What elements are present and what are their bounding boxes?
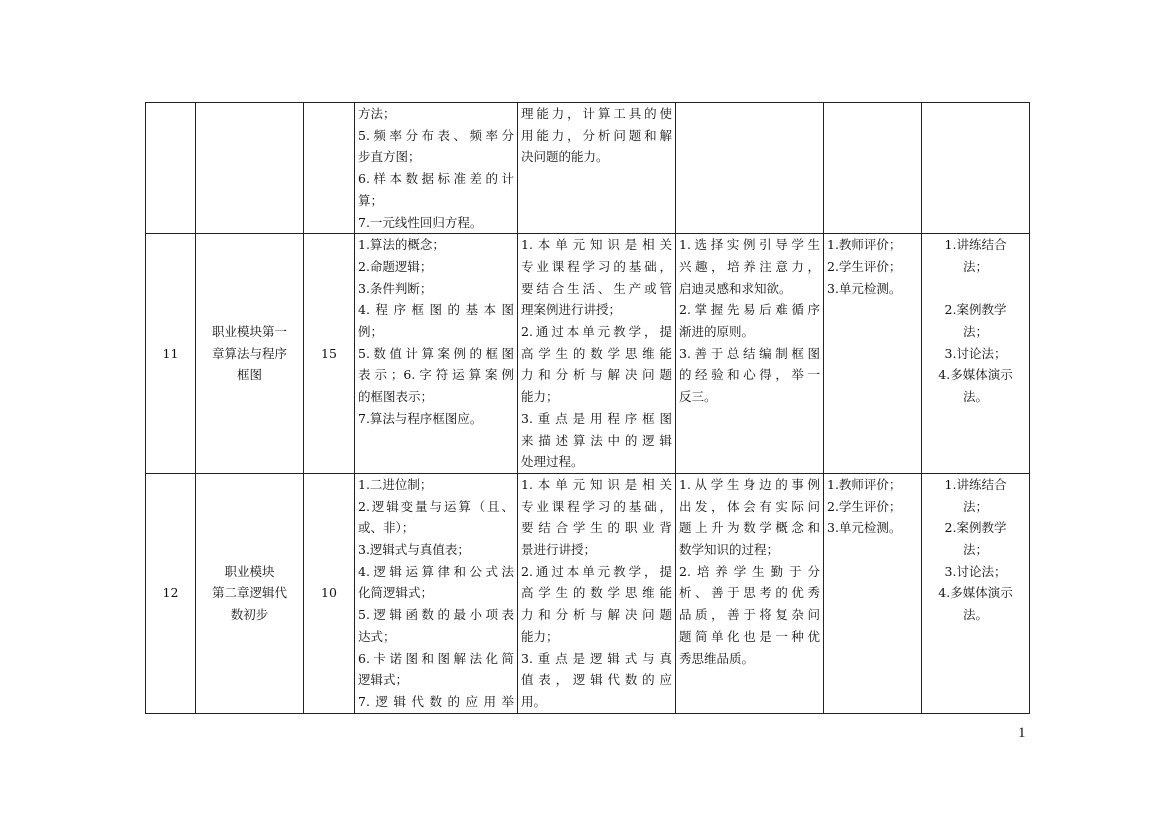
cell-line: 化简逻辑式； <box>358 585 434 601</box>
cell-line: 职业模块 <box>224 563 275 579</box>
cell-line: 第二章逻辑代 <box>211 585 287 601</box>
cell-line: 出发，体会有实际问 <box>679 498 820 514</box>
cell-line: 1.教师评价； <box>827 237 902 253</box>
cell-line: 专业课程学习的基础， <box>521 258 672 274</box>
cell-line: 秀思维品质。 <box>679 650 755 666</box>
cell-line: 4.逻辑运算律和公式法 <box>358 563 514 579</box>
cell-line: 1.本单元知识是相关 <box>521 476 672 492</box>
goals-cell <box>518 103 676 234</box>
cell-line: 数学知识的过程； <box>679 542 780 558</box>
cell-line: 2.案例教学 <box>944 520 1007 536</box>
content-cell <box>355 473 518 713</box>
cell-line: 6.样本数据标准差的计 <box>358 171 514 187</box>
cell-line: 职业模块第一 <box>211 324 287 340</box>
table-row <box>146 473 1030 713</box>
content-cell <box>355 103 518 234</box>
unit-name-cell <box>196 473 304 713</box>
cell-line: 3.重点是用程序框图 <box>521 410 672 426</box>
methods-cell <box>922 103 1030 234</box>
unit-name-cell <box>196 103 304 234</box>
cell-line: 7.算法与程序框图应。 <box>358 410 483 426</box>
cell-line: 法； <box>962 498 988 514</box>
cell-line: 理能力，计算工具的使 <box>521 106 672 121</box>
content-cell <box>355 234 518 474</box>
cell-line: 反三。 <box>679 389 717 405</box>
cell-line: 步直方图； <box>358 149 421 165</box>
cell-line: 7.一元线性回归方程。 <box>358 214 483 230</box>
cell-line: 启迪灵感和求知欲。 <box>679 280 792 296</box>
cell-line: 理案例进行讲授； <box>521 302 622 318</box>
cell-line: 6.卡诺图和图解法化简 <box>358 650 514 666</box>
cell-line: 2.通过本单元教学，提 <box>521 563 672 579</box>
cell-line: 4.多媒体演示 <box>938 585 1013 601</box>
cell-line: 1.从学生身边的事例 <box>679 476 820 492</box>
cell-line: 1.教师评价； <box>827 476 902 492</box>
cell-line: 1.讲练结合 <box>944 237 1007 253</box>
cell-line: 2.学生评价； <box>827 258 902 274</box>
cell-line: 3.讨论法； <box>944 345 1007 361</box>
cell-line: 法； <box>962 542 988 558</box>
page-number: 1 <box>1018 725 1026 741</box>
hours-cell: 15 <box>304 234 355 474</box>
evaluation-cell <box>824 473 922 713</box>
cell-line: 决问题的能力。 <box>521 149 609 165</box>
unit-name-cell <box>196 234 304 474</box>
cell-line: 1.本单元知识是相关 <box>521 237 672 253</box>
curriculum-table <box>145 102 1030 714</box>
cell-line: 用能力，分析问题和解 <box>521 127 672 143</box>
cell-line: 品质，善于将复杂问 <box>679 607 820 623</box>
cell-line: 1.选择实例引导学生 <box>679 237 820 253</box>
cell-line: 3.重点是逻辑式与真 <box>521 650 672 666</box>
cell-line: 章算法与程序 <box>211 345 287 361</box>
cell-line: 2.命题逻辑； <box>358 258 433 274</box>
cell-line: 渐进的原则。 <box>679 324 755 340</box>
cell-line: 3.逻辑式与真值表； <box>358 542 470 558</box>
cell-line: 2.通过本单元教学，提 <box>521 324 672 340</box>
cell-line: 能力； <box>521 389 559 405</box>
cell-line: 5.频率分布表、频率分 <box>358 127 514 143</box>
cell-line: 2.培养学生勤于分 <box>679 563 820 579</box>
cell-line: 值表，逻辑代数的应 <box>521 672 672 688</box>
cell-line: 2.学生评价； <box>827 498 902 514</box>
goals-cell <box>518 234 676 474</box>
cell-line: 7.逻辑代数的应用举 <box>358 693 514 709</box>
cell-line: 达式； <box>358 628 396 644</box>
suggestions-cell <box>676 103 824 234</box>
cell-line: 的经验和心得，举一 <box>679 367 820 383</box>
table-row <box>146 234 1030 474</box>
cell-line: 处理过程。 <box>521 454 584 470</box>
table-row <box>146 103 1030 234</box>
methods-cell <box>922 234 1030 474</box>
cell-line: 5.逻辑函数的最小项表 <box>358 607 514 623</box>
cell-line: 3.讨论法； <box>944 563 1007 579</box>
cell-line: 3.条件判断； <box>358 280 433 296</box>
cell-line: 2.逻辑变量与运算（且、 <box>358 498 514 514</box>
cell-line: 来描述算法中的逻辑 <box>521 432 672 448</box>
cell-line: 兴趣，培养注意力， <box>679 258 820 274</box>
evaluation-cell <box>824 103 922 234</box>
hours-cell: 10 <box>304 473 355 713</box>
cell-line: 法； <box>962 258 988 274</box>
cell-line: 数初步 <box>230 607 269 623</box>
cell-line: 或、非）； <box>358 520 415 536</box>
unit-number-cell: 11 <box>146 234 196 474</box>
suggestions-cell <box>676 234 824 474</box>
cell-line: 高学生的数学思维能 <box>521 345 672 361</box>
cell-line: 题上升为数学概念和 <box>679 520 820 536</box>
cell-line: 的框图表示； <box>358 389 434 405</box>
cell-line: 逻辑式； <box>358 672 409 688</box>
cell-line: 用。 <box>521 693 547 709</box>
cell-line: 法； <box>962 324 988 340</box>
cell-line: 1.二进位制； <box>358 476 433 492</box>
cell-line: 2.案例教学 <box>944 302 1007 318</box>
methods-cell <box>922 473 1030 713</box>
cell-line: 法。 <box>962 389 988 405</box>
cell-line: 4.程序框图的基本图 <box>358 302 514 318</box>
unit-number-cell: 12 <box>146 473 196 713</box>
unit-number-cell <box>146 103 196 234</box>
cell-line: 1.讲练结合 <box>944 476 1007 492</box>
cell-line: 3.单元检测。 <box>827 280 902 296</box>
cell-line: 景进行讲授； <box>521 542 597 558</box>
cell-line: 力和分析与解决问题 <box>521 607 672 623</box>
cell-line: 专业课程学习的基础， <box>521 498 672 514</box>
cell-line <box>925 278 1026 300</box>
hours-cell <box>304 103 355 234</box>
cell-line: 3.单元检测。 <box>827 520 902 536</box>
cell-line: 算； <box>358 192 384 208</box>
cell-line: 要结合生活、生产或管 <box>521 280 672 296</box>
cell-line: 方法； <box>358 106 396 121</box>
cell-line: 析、善于思考的优秀 <box>679 585 820 601</box>
cell-line: 1.算法的概念； <box>358 237 445 253</box>
evaluation-cell <box>824 234 922 474</box>
cell-line: 力和分析与解决问题 <box>521 367 672 383</box>
cell-line: 3.善于总结编制框图 <box>679 345 820 361</box>
cell-line: 高学生的数学思维能 <box>521 585 672 601</box>
cell-line: 5.数值计算案例的框图 <box>358 345 514 361</box>
cell-line: 2.掌握先易后难循序 <box>679 302 820 318</box>
cell-line: 能力； <box>521 628 559 644</box>
goals-cell <box>518 473 676 713</box>
cell-line: 题简单化也是一种优 <box>679 628 820 644</box>
cell-line: 框图 <box>236 367 262 383</box>
cell-line: 要结合学生的职业背 <box>521 520 672 536</box>
cell-line: 例； <box>358 324 384 340</box>
cell-line: 表示；6.字符运算案例 <box>358 367 514 383</box>
suggestions-cell <box>676 473 824 713</box>
cell-line: 法。 <box>962 607 988 623</box>
cell-line: 4.多媒体演示 <box>938 367 1013 383</box>
